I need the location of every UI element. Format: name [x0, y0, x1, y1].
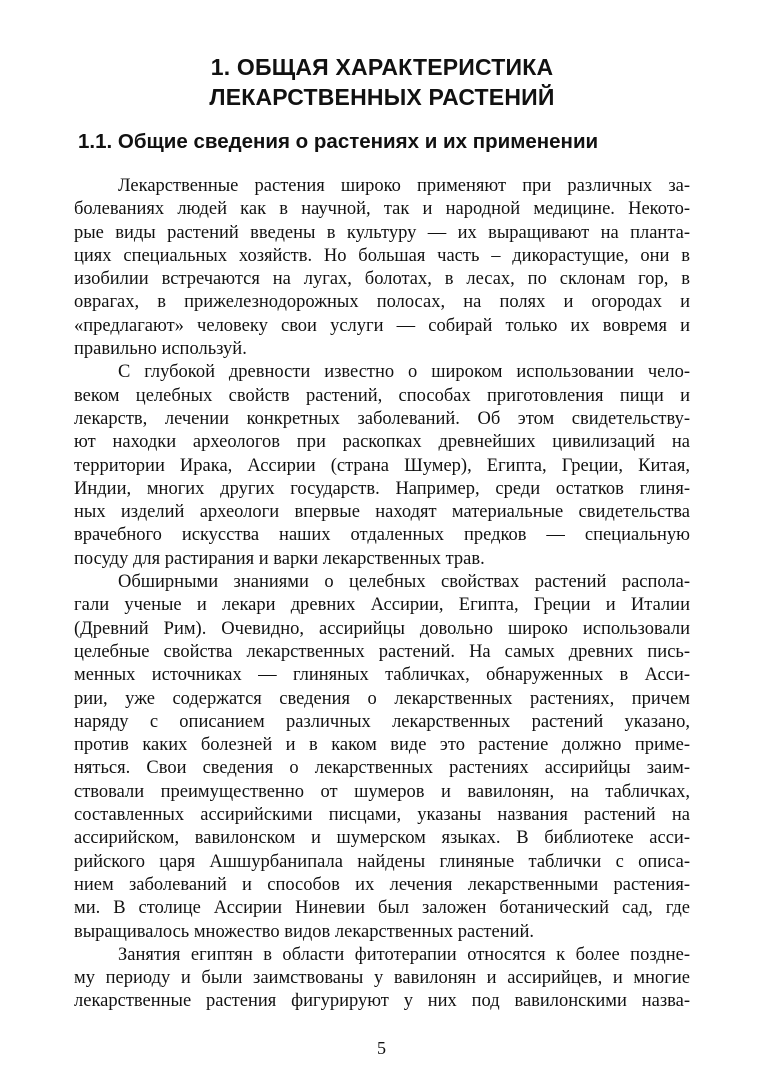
text-line: (Древний Рим). Очевидно, ассирийцы довольно широко использовали: [74, 618, 690, 639]
page-number: 5: [377, 1038, 386, 1058]
text-line: рые виды растений введены в культуру — их выращивают на планта-: [74, 222, 690, 243]
paragraph: [74, 175, 690, 361]
text-line: рии, уже содержатся сведения о лекарственных растениях, причем: [74, 688, 690, 709]
text-line: территории Ирака, Ассирии (страна Шумер), Египта, Греции, Китая,: [74, 455, 690, 476]
body-text: [74, 175, 690, 1014]
text-line: ют находки археологов при раскопках древнейших цивилизаций на: [74, 432, 690, 453]
section-title: 1.1. Общие сведения о растениях и их применении: [78, 130, 599, 153]
text-line: циях специальных хозяйств. Но большая часть – дикорастущие, они в: [74, 245, 690, 266]
text-line: гали ученые и лекари древних Ассирии, Египта, Греции и Италии: [74, 595, 690, 616]
text-line: «предлагают» человеку свои услуги — собирай только их вовремя и: [74, 315, 690, 336]
paragraph: [74, 571, 690, 944]
text-line: Обширными знаниями о целебных свойствах растений распола-: [118, 572, 690, 593]
text-line: ствовали преимущественно от шумеров и вавилонян, на табличках,: [74, 781, 690, 802]
text-line: Занятия египтян в области фитотерапии относятся к более поздне-: [118, 944, 690, 965]
text-line: лекарственные растения фигурируют у них под вавилонскими назва-: [74, 991, 690, 1012]
text-line: ассирийском, вавилонском и шумерском языках. В библиотеке асси-: [74, 828, 690, 849]
text-line: менных источниках — глиняных табличках, обнаруженных в Асси-: [74, 665, 690, 686]
text-line: му периоду и были заимствованы у вавилонян и ассирийцев, и многие: [74, 968, 690, 989]
text-line: Индии, многих других государств. Например, среди остатков глиня-: [74, 478, 690, 499]
chapter-title-line-1: 1. ОБЩАЯ ХАРАКТЕРИСТИКА: [210, 54, 554, 80]
text-line: рийского царя Ашшурбанипала найдены глиняные таблички с описа-: [74, 851, 690, 872]
text-line: оврагах, в прижелезнодорожных полосах, на полях и огородах и: [74, 292, 690, 313]
text-line: болеваниях людей как в научной, так и народной медицине. Некото-: [74, 199, 690, 220]
text-line: няться. Свои сведения о лекарственных растениях ассирийцы заим-: [74, 758, 690, 779]
text-line: Лекарственные растения широко применяют при различных за-: [118, 176, 690, 196]
chapter-title: [74, 52, 690, 112]
paragraph: [74, 944, 690, 1014]
page-content: [74, 52, 690, 1014]
text-line: изобилии встречаются на лугах, болотах, в лесах, по склонам гор, в: [74, 269, 690, 290]
text-line: ных изделий археологи впервые находят материальные свидетельства: [74, 502, 690, 523]
text-line: выращивалось множество видов лекарственных растений.: [74, 921, 535, 942]
text-line: целебные свойства лекарственных растений. На самых древних пись-: [74, 641, 690, 662]
text-line: посуду для растирания и варки лекарственных трав.: [74, 548, 485, 569]
text-line: против каких болезней и в каком виде это растение должно приме-: [74, 735, 690, 756]
text-line: правильно используй.: [74, 339, 247, 360]
text-line: веком целебных свойств растений, способах приготовления пищи и: [74, 385, 690, 406]
text-line: ми. В столице Ассирии Ниневии был заложен ботанический сад, где: [74, 898, 690, 919]
text-line: врачебного искусства наших отдаленных предков — специальную: [74, 525, 690, 546]
paragraph: [74, 361, 690, 571]
text-line: составленных ассирийскими писцами, указаны названия растений на: [74, 805, 690, 826]
text-line: нием заболеваний и способов их лечения лекарственными растения-: [74, 874, 690, 895]
text-line: С глубокой древности известно о широком использовании чело-: [118, 362, 690, 383]
text-line: наряду с описанием различных лекарственных растений указано,: [74, 711, 690, 732]
chapter-title-line-2: ЛЕКАРСТВЕННЫХ РАСТЕНИЙ: [209, 84, 555, 110]
text-line: лекарств, лечении конкретных заболеваний. Об этом свидетельству-: [74, 408, 690, 429]
